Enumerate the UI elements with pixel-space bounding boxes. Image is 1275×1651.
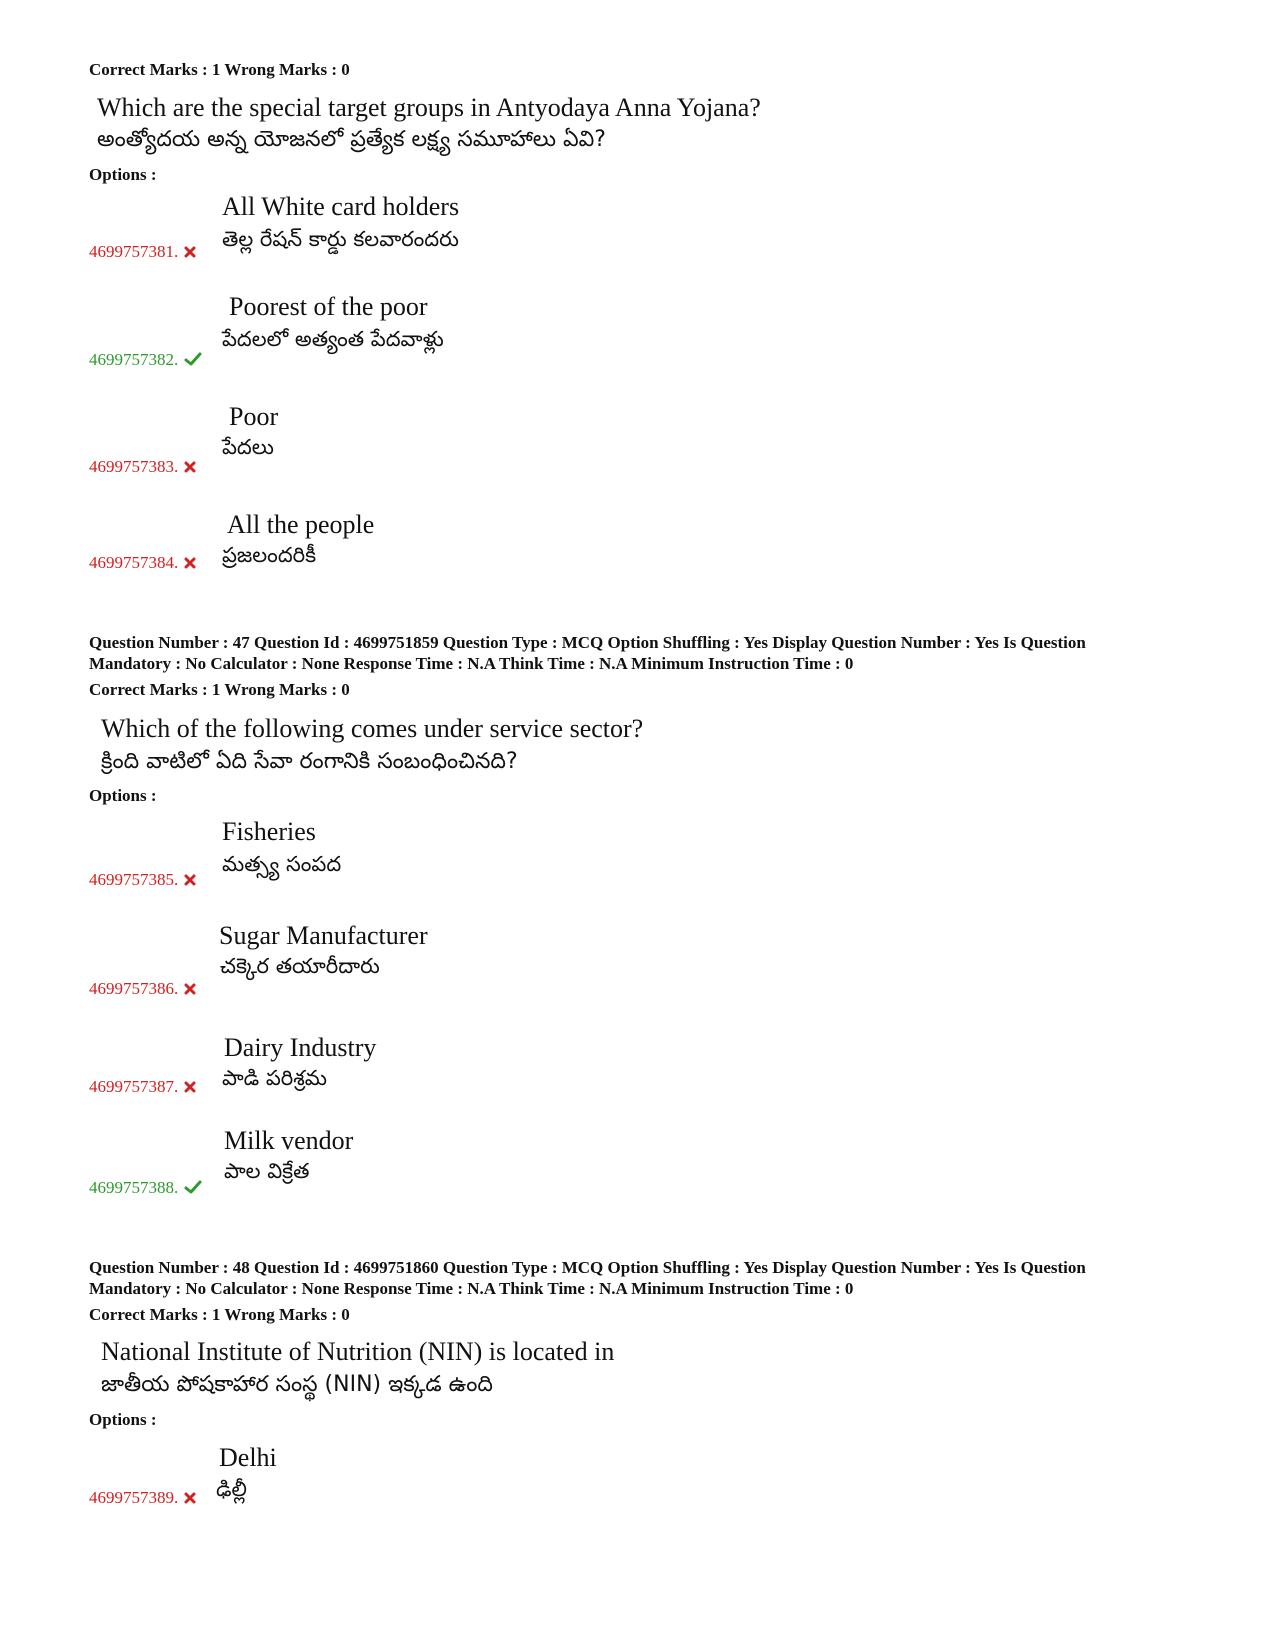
options-label: Options :	[89, 786, 157, 805]
cross-icon	[184, 870, 196, 890]
option-id: 4699757386.	[89, 979, 179, 998]
option-text-te: ఢిల్లీ	[216, 1477, 247, 1501]
cross-icon	[184, 1488, 196, 1508]
cross-icon	[184, 1077, 196, 1097]
option-text-en: All White card holders	[222, 192, 460, 221]
option-text-te: తెల్ల రేషన్ కార్డు కలవారందరు	[222, 227, 459, 251]
marks-line: Correct Marks : 1 Wrong Marks : 0	[89, 1305, 350, 1324]
options-label: Options :	[89, 165, 157, 184]
option-text-te: పేదలు	[222, 435, 274, 459]
marks-line: Correct Marks : 1 Wrong Marks : 0	[89, 60, 350, 79]
option-row	[89, 1077, 196, 1097]
option-text-te: పాల విక్రేత	[224, 1159, 310, 1183]
option-text-en: Fisheries	[222, 817, 316, 846]
option-text-te: మత్స్య సంపద	[222, 852, 342, 876]
option-text-te: చక్కెర తయారీదారు	[220, 954, 380, 978]
option-id: 4699757382.	[89, 350, 179, 369]
question-header: Mandatory : No Calculator : None Response Time : N.A Think Time : N.A Minimum Instruction Time : 0	[89, 654, 854, 673]
option-row	[89, 870, 196, 890]
option-text-te: పాడి పరిశ్రమ	[222, 1066, 328, 1090]
option-text-en: Delhi	[219, 1443, 277, 1472]
option-text-en: Dairy Industry	[224, 1033, 377, 1062]
option-id: 4699757381.	[89, 242, 179, 261]
option-text-en: Poorest of the poor	[229, 292, 428, 321]
marks-line: Correct Marks : 1 Wrong Marks : 0	[89, 680, 350, 699]
question-text-en: National Institute of Nutrition (NIN) is located in	[101, 1337, 615, 1366]
check-icon	[184, 1178, 202, 1198]
option-text-te: పేదలలో అత్యంత పేదవాళ్లు	[222, 327, 444, 351]
cross-icon	[184, 979, 196, 999]
option-text-en: Milk vendor	[224, 1126, 354, 1155]
cross-icon	[184, 457, 196, 477]
question-text-en: Which of the following comes under service sector?	[101, 714, 644, 743]
option-id: 4699757384.	[89, 553, 179, 572]
option-text-en: All the people	[227, 510, 375, 539]
option-row	[89, 553, 196, 573]
cross-icon	[184, 242, 196, 262]
question-header: Question Number : 47 Question Id : 4699751859 Question Type : MCQ Option Shuffling : Yes Display Question Number : Yes Is Question	[89, 633, 1086, 652]
option-text-en: Poor	[229, 402, 279, 431]
option-text-te: ప్రజలందరికీ	[222, 543, 317, 567]
options-label: Options :	[89, 1410, 157, 1429]
option-id: 4699757389.	[89, 1488, 179, 1507]
option-row	[89, 350, 202, 370]
check-icon	[184, 350, 202, 370]
question-text-te: జాతీయ పోషకాహార సంస్థ (NIN) ఇక్కడ ఉంది	[101, 1372, 493, 1397]
option-text-en: Sugar Manufacturer	[219, 921, 428, 950]
option-id: 4699757385.	[89, 870, 179, 889]
option-id: 4699757383.	[89, 457, 179, 476]
option-row	[89, 979, 196, 999]
question-text-en: Which are the special target groups in Antyodaya Anna Yojana?	[97, 93, 761, 122]
option-row	[89, 1488, 196, 1508]
question-header: Mandatory : No Calculator : None Response Time : N.A Think Time : N.A Minimum Instruction Time : 0	[89, 1279, 854, 1298]
option-id: 4699757387.	[89, 1077, 179, 1096]
option-row	[89, 242, 196, 262]
option-id: 4699757388.	[89, 1178, 179, 1197]
cross-icon	[184, 553, 196, 573]
question-text-te: క్రింది వాటిలో ఏది సేవా రంగానికి సంబంధించినది?	[101, 749, 518, 774]
option-row	[89, 457, 196, 477]
question-header: Question Number : 48 Question Id : 4699751860 Question Type : MCQ Option Shuffling : Yes Display Question Number : Yes Is Question	[89, 1258, 1086, 1277]
question-text-te: అంత్యోదయ అన్న యోజనలో ప్రత్యేక లక్ష్య సమూహాలు ఏవి?	[97, 127, 606, 152]
option-row	[89, 1178, 202, 1198]
